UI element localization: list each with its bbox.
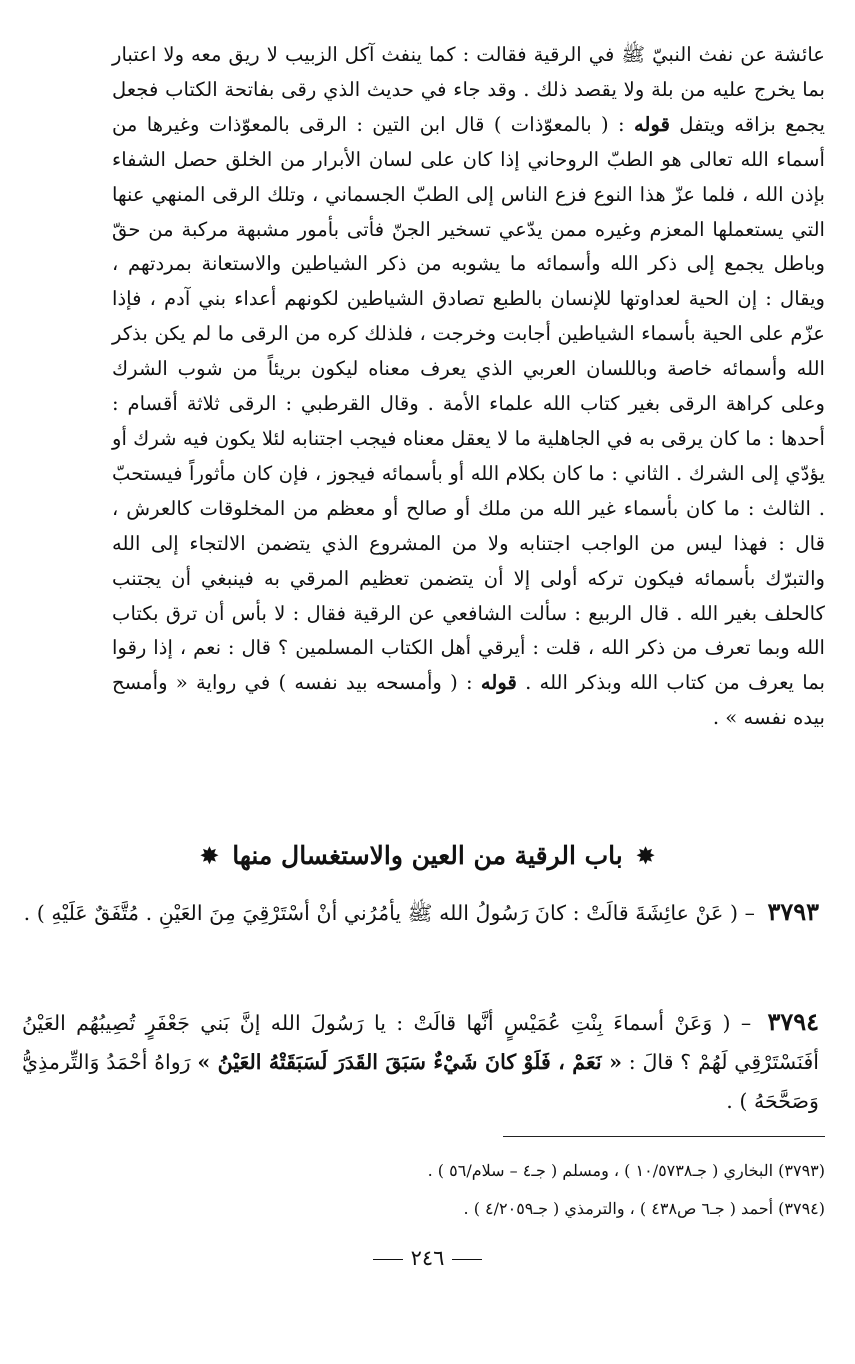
chapter-title: باب الرقية من العين والاستغسال منها [232,841,623,870]
hadith-text: – ( وَعَنْ أسماءَ بِنْتِ عُمَيْسٍ أنَّها قالَتْ : يا رَسُولَ الله إنَّ بَني جَعْفَرٍ تُصِيبُهُم العَيْنُ أفَنَسْتَرْقِي لَهُمْ ؟ قالَ : [22,1011,820,1074]
hadith-text: – ( عَنْ عائِشَةَ قالَتْ : كانَ رَسُولُ الله ﷺ يأمُرُني أنْ أسْتَرْقِيَ مِنَ العَيْنِ . مُتَّفَقٌ عَلَيْهِ ) . [23,901,755,925]
qawluh-marker-2: قوله [480,671,517,695]
qawluh-marker-1: قوله [633,112,670,136]
hadith-number: ٣٧٩٣ [767,897,819,926]
page-number [0,1246,855,1270]
hadith-3793 [22,892,819,933]
star-ornament-icon: ✸ [635,842,656,870]
commentary-text-2: : ( بالمعوّذات ) قال ابن التين : الرقى بالمعوّذات وغيرها من أسماء الله تعالى هو الطبّ الروحاني إذا كان على لسان الأبرار من الخلق حصل الشفاء بإذن الله ، فلما عزّ هذا النوع فزع الناس إلى الطبّ الجسماني ، وتلك الرقى المنهي عنها التي يستعملها المعزم وغيره ممن يدّعي تسخير الجنّ فأتى بأمور مشبهة مركبة من حقّ وباطل يجمع إلى ذكر الله وأسمائه ما يشوبه من ذكر الشياطين والاستعانة بمردتهم ، ويقال : إن الحية لعداوتها للإنسان بالطبع تصادق الشياطين لكونهم أعداء بني آدم ، فإذا عزّم على الحية بأسماء الشياطين أجابت وخرجت ، فلذلك كره من الرقى ما لم يكن بذكر الله وأسمائه خاصة وباللسان العربي الذي يعرف معناه ليكون بريئاً من شوب الشرك وعلى كراهة الرقى بغير كتاب الله علماء الأمة . وقال القرطبي : الرقى ثلاثة أقسام : أحدها : ما كان يرقى به في الجاهلية ما لا يعقل معناه فيجب اجتنابه لئلا يكون فيه شرك أو يؤدّي إلى الشرك . الثاني : ما كان بكلام الله أو بأسمائه فيجوز ، فإن كان مأثوراً فيستحبّ . الثالث : ما كان بأسماء غير الله من ملك أو صالح أو معظم من المخلوقات كالعرش ، قال : فهذا ليس من الواجب اجتنابه ولا من المشروع الذي يتضمن الالتجاء إلى الله والتبرّك بأسمائه فيكون تركه أولى إلا أن يتضمن تعظيم المرقي به فينبغي أن يجتنب كالحلف بغير الله . قال الربيع : سألت الشافعي عن الرقية فقال : لا بأس أن ترق بكتاب الله وبما تعرف من ذكر الله ، قلت : أيرقي أهل الكتاب المسلمين ؟ قال : نعم ، إذا رقوا بما يعرف من كتاب الله وبذكر الله . [112,112,825,695]
footnote-divider [503,1136,825,1137]
hadith-prophetic-quote: « نَعَمْ ، فَلَوْ كانَ شَيْءٌ سَبَقَ القَدَرَ لَسَبَقَتْهُ العَيْنُ » [197,1050,622,1074]
footnote-3793: (٣٧٩٣) البخاري ( جـ١٠/٥٧٣٨ ) ، ومسلم ( جـ٤ – سلام/٥٦ ) . [427,1161,825,1180]
hadith-source: رَواهُ أحْمَدُ وَالتِّرمذِيُّ وَصَحَّحَهُ ) . [22,1050,819,1113]
hadith-number: ٣٧٩٤ [767,1007,820,1036]
page-number-value: ٢٤٦ [410,1246,445,1270]
commentary-text-1: عائشة عن نفث النبيّ ﷺ في الرقية فقالت : كما ينفث آكل الزبيب لا ريق معه ولا اعتبار بما يخرج عليه من بلة ولا يقصد ذلك . وقد جاء في حديث الذي رقى بفاتحة الكتاب فجعل يجمع بزاقه ويتفل [112,43,825,136]
star-ornament-icon: ✸ [199,842,220,870]
page-number-dash [452,1259,482,1260]
commentary-paragraph [112,38,825,736]
hadith-3794 [22,1002,819,1121]
footnotes [150,1152,825,1228]
footnote-3794: (٣٧٩٤) أحمد ( جـ٦ ص٤٣٨ ) ، والترمذي ( جـ٤/٢٠٥٩ ) . [463,1199,825,1218]
chapter-heading [100,836,755,876]
commentary-text-3: : ( وأمسحه بيد نفسه ) في رواية « وأمسح بيده نفسه » . [112,671,825,730]
page-number-dash [373,1259,403,1260]
